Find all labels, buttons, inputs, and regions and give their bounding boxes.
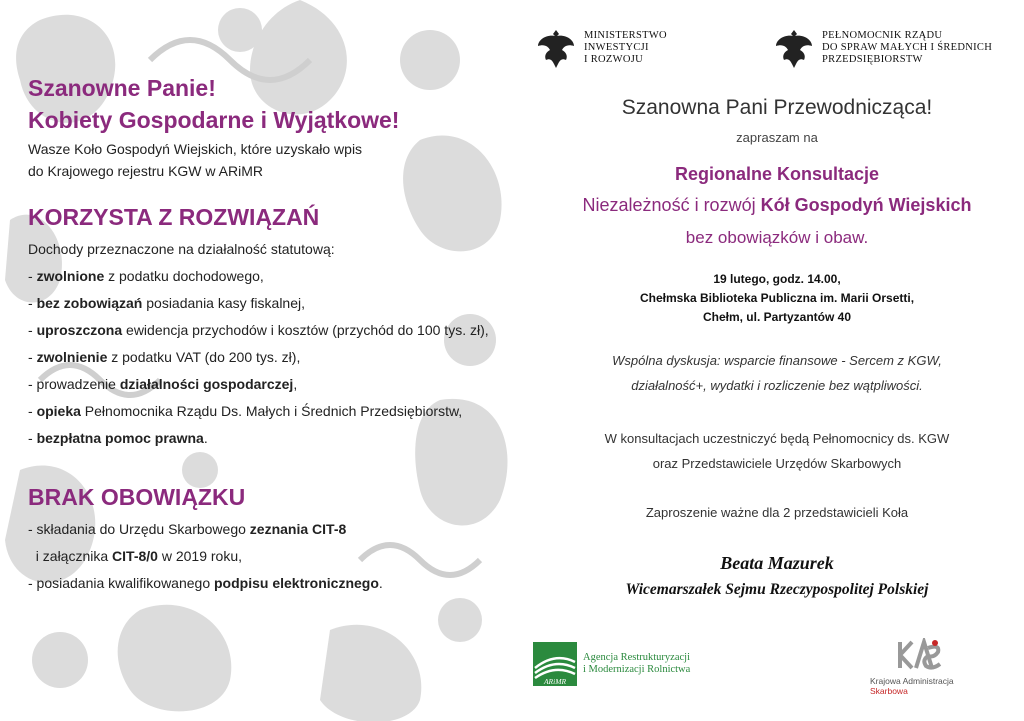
signature-name: Beata Mazurek: [720, 553, 834, 573]
list-item: - zwolnienie z podatku VAT (do 200 tys. zł),: [28, 349, 301, 365]
section-no-obligation-title: BRAK OBOWIĄZKU: [28, 484, 246, 510]
event-venue: Chełmska Biblioteka Publiczna im. Marii Orsetti,: [639, 291, 915, 305]
greeting-line-2: Kobiety Gospodarne i Wyjątkowe!: [28, 107, 400, 133]
intro-text: [28, 138, 518, 182]
benefits-list: [28, 236, 518, 452]
list-item: - prowadzenie działalności gospodarczej,: [28, 376, 298, 392]
signature-title: Wicemarszałek Sejmu Rzeczypospolitej Polskiej: [625, 581, 929, 598]
ministry-name: MINISTERSTWO INWESTYCJI I ROZWOJU: [584, 30, 667, 65]
event-subtitle: Niezależność i rozwój Kół Gospodyń Wiejskich: [582, 195, 972, 215]
polish-eagle-icon: [536, 26, 576, 70]
greeting-line-1: Szanowne Panie!: [28, 75, 216, 101]
list-item: i załącznika CIT-8/0 w 2019 roku,: [28, 548, 243, 564]
intro-line-2: do Krajowego rejestru KGW w ARiMR: [28, 163, 263, 179]
svg-text:ARiMR: ARiMR: [543, 677, 567, 686]
kas-logo: [898, 638, 942, 670]
event-details: [530, 270, 1024, 327]
event-tagline: bez obowiązków i obaw.: [685, 228, 869, 247]
kas-name: Krajowa Administracja Skarbowa: [870, 676, 954, 696]
list-item: - składania do Urzędu Skarbowego zeznania CIT-8: [28, 521, 347, 537]
list-item: - zwolnione z podatku dochodowego,: [28, 268, 264, 284]
no-obligation-list: [28, 516, 518, 597]
invitation-greeting: Szanowna Pani Przewodnicząca!: [621, 96, 933, 119]
event-title: Regionalne Konsultacje: [674, 164, 880, 184]
list-item: - bez zobowiązań posiadania kasy fiskalnej,: [28, 295, 306, 311]
participants-info: W konsultacjach uczestniczyć będą Pełnomocnicy ds. KGW oraz Przedstawiciele Urzędów Skarbowych: [604, 431, 950, 471]
benefits-column: [28, 72, 518, 597]
arimr-name: Agencja Restrukturyzacji i Modernizacji Rolnictwa: [583, 652, 691, 675]
invitation-column: [530, 0, 1024, 721]
intro-line-1: Wasze Koło Gospodyń Wiejskich, które uzyskało wpis: [28, 141, 363, 157]
list-item: - bezpłatna pomoc prawna.: [28, 430, 208, 446]
plenipotentiary-name: PEŁNOMOCNIK RZĄDU DO SPRAW MAŁYCH I ŚREDNICH PRZEDSIĘBIORSTW: [822, 30, 993, 65]
section-benefits-title: KORZYSTA Z ROZWIĄZAŃ: [28, 204, 320, 230]
benefits-lead: Dochody przeznaczone na działalność statutową:: [28, 241, 335, 257]
invitation-validity: Zaproszenie ważne dla 2 przedstawicieli Koła: [645, 505, 909, 520]
event-address: Chełm, ul. Partyzantów 40: [702, 310, 852, 324]
invitation-lead: zapraszam na: [736, 130, 818, 145]
list-item: - opieka Pełnomocnika Rządu Ds. Małych i Średnich Przedsiębiorstw,: [28, 403, 463, 419]
polish-eagle-icon: [774, 26, 814, 70]
list-item: - uproszczona ewidencja przychodów i kosztów (przychód do 100 tys. zł),: [28, 322, 489, 338]
event-date: 19 lutego, godz. 14.00,: [713, 272, 841, 286]
arimr-logo: [533, 642, 577, 686]
discussion-topic: Wspólna dyskusja: wsparcie finansowe - Sercem z KGW, działalność+, wydatki i rozliczenie bez wątpliwości.: [612, 353, 942, 393]
list-item: - posiadania kwalifikowanego podpisu elektronicznego.: [28, 575, 383, 591]
